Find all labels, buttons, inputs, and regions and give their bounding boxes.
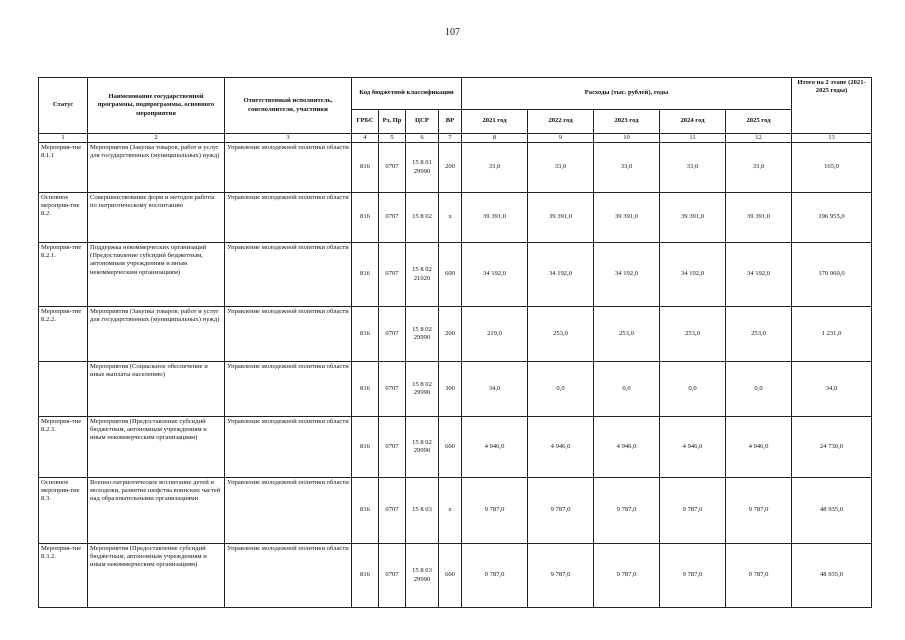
- executor-cell: Управление молодежной политики области: [225, 544, 352, 608]
- amount-2024-cell: 4 946,0: [660, 417, 726, 478]
- grbs-cell: 816: [352, 417, 379, 478]
- amount-2025-cell: 33,0: [726, 143, 792, 193]
- column-number: 5: [379, 134, 406, 143]
- amount-2024-cell: 9 787,0: [660, 544, 726, 608]
- status-cell: [39, 362, 88, 417]
- status-cell: Мероприя-тие 8.2.3.: [39, 417, 88, 478]
- page-number: 107: [445, 27, 460, 38]
- table-row: [39, 193, 872, 243]
- amount-2022-cell: 9 787,0: [528, 544, 594, 608]
- amount-2025-cell: 9 787,0: [726, 478, 792, 544]
- amount-2021-cell: 33,0: [462, 143, 528, 193]
- vr-cell: 200: [439, 143, 462, 193]
- vr-cell: х: [439, 478, 462, 544]
- executor-cell: Управление молодежной политики области: [225, 193, 352, 243]
- name-cell: Мероприятия (Предоставление субсидий бюджетным, автономным учреждениям и иным некоммерческим организациям): [88, 544, 225, 608]
- amount-2025-cell: 4 946,0: [726, 417, 792, 478]
- status-cell: Мероприя-тие 8.3.2.: [39, 544, 88, 608]
- grbs-cell: 816: [352, 193, 379, 243]
- name-cell: Мероприятия (Социальное обеспечение и иные выплаты населению): [88, 362, 225, 417]
- grbs-cell: 816: [352, 307, 379, 362]
- header-status: Статус: [39, 78, 88, 134]
- column-number: 11: [660, 134, 726, 143]
- amount-2021-cell: 219,0: [462, 307, 528, 362]
- amount-2023-cell: 0,0: [594, 362, 660, 417]
- table-row: [39, 478, 872, 544]
- amount-2023-cell: 33,0: [594, 143, 660, 193]
- amount-2025-cell: 34 192,0: [726, 243, 792, 307]
- column-number: 9: [528, 134, 594, 143]
- total-cell: 165,0: [792, 143, 872, 193]
- amount-2022-cell: 0,0: [528, 362, 594, 417]
- amount-2023-cell: 34 192,0: [594, 243, 660, 307]
- total-cell: 170 960,0: [792, 243, 872, 307]
- header-2022: 2022 год: [528, 110, 594, 134]
- header-2024: 2024 год: [660, 110, 726, 134]
- total-cell: 48 935,0: [792, 478, 872, 544]
- executor-cell: Управление молодежной политики области: [225, 478, 352, 544]
- column-number: 13: [792, 134, 872, 143]
- header-executor: Ответственный исполнитель, соисполнители, участники: [225, 78, 352, 134]
- header-2021: 2021 год: [462, 110, 528, 134]
- grbs-cell: 816: [352, 143, 379, 193]
- budget-table: [38, 77, 872, 608]
- executor-cell: Управление молодежной политики области: [225, 307, 352, 362]
- header-rzpr: Рз, Пр: [379, 110, 406, 134]
- amount-2022-cell: 253,0: [528, 307, 594, 362]
- amount-2023-cell: 39 391,0: [594, 193, 660, 243]
- executor-cell: Управление молодежной политики области: [225, 417, 352, 478]
- csr-cell: 15 8 03: [406, 478, 439, 544]
- header-total: Итого на 2 этапе (2021-2025 годы): [792, 78, 872, 134]
- rzpr-cell: 0707: [379, 243, 406, 307]
- column-number: 8: [462, 134, 528, 143]
- status-cell: Мероприя-тие 8.2.2.: [39, 307, 88, 362]
- header-csr: ЦСР: [406, 110, 439, 134]
- executor-cell: Управление молодежной политики области: [225, 143, 352, 193]
- amount-2025-cell: 0,0: [726, 362, 792, 417]
- amount-2024-cell: 34 192,0: [660, 243, 726, 307]
- rzpr-cell: 0707: [379, 544, 406, 608]
- rzpr-cell: 0707: [379, 478, 406, 544]
- column-number: 4: [352, 134, 379, 143]
- total-cell: 196 955,0: [792, 193, 872, 243]
- csr-cell: 15 8 02 29990: [406, 307, 439, 362]
- amount-2022-cell: 4 946,0: [528, 417, 594, 478]
- csr-cell: 15 8 02 21020: [406, 243, 439, 307]
- table-row: [39, 544, 872, 608]
- grbs-cell: 816: [352, 243, 379, 307]
- total-cell: 34,0: [792, 362, 872, 417]
- name-cell: Совершенствование форм и методов работы по патриотическому воспитанию: [88, 193, 225, 243]
- header-name: Наименование государственной программы, подпрограммы, основного мероприятия: [88, 78, 225, 134]
- amount-2025-cell: 9 787,0: [726, 544, 792, 608]
- status-cell: Основное мероприя-тие 8.3.: [39, 478, 88, 544]
- amount-2023-cell: 9 787,0: [594, 544, 660, 608]
- amount-2025-cell: 39 391,0: [726, 193, 792, 243]
- rzpr-cell: 0707: [379, 193, 406, 243]
- amount-2024-cell: 253,0: [660, 307, 726, 362]
- header-2023: 2023 год: [594, 110, 660, 134]
- total-cell: 48 935,0: [792, 544, 872, 608]
- table-row: [39, 307, 872, 362]
- rzpr-cell: 0707: [379, 143, 406, 193]
- amount-2021-cell: 9 787,0: [462, 544, 528, 608]
- name-cell: Военно-патриотическое воспитание детей и молодежи, развитие шефства воинских частей над образовательными организациями: [88, 478, 225, 544]
- name-cell: Мероприятия (Закупка товаров, работ и услуг для государственных (муниципальных) нужд): [88, 307, 225, 362]
- column-number: 6: [406, 134, 439, 143]
- amount-2022-cell: 34 192,0: [528, 243, 594, 307]
- amount-2021-cell: 34 192,0: [462, 243, 528, 307]
- table-row: [39, 362, 872, 417]
- amount-2023-cell: 4 946,0: [594, 417, 660, 478]
- header-grbs: ГРБС: [352, 110, 379, 134]
- vr-cell: 600: [439, 544, 462, 608]
- amount-2024-cell: 39 391,0: [660, 193, 726, 243]
- grbs-cell: 816: [352, 478, 379, 544]
- name-cell: Мероприятия (Предоставление субсидий бюджетным, автономным учреждениям и иным некоммерческим организациям): [88, 417, 225, 478]
- amount-2021-cell: 9 787,0: [462, 478, 528, 544]
- csr-cell: 15 8 02 29990: [406, 362, 439, 417]
- column-number: 10: [594, 134, 660, 143]
- table-row: [39, 143, 872, 193]
- amount-2022-cell: 39 391,0: [528, 193, 594, 243]
- amount-2021-cell: 4 946,0: [462, 417, 528, 478]
- executor-cell: Управление молодежной политики области: [225, 362, 352, 417]
- total-cell: 24 730,0: [792, 417, 872, 478]
- amount-2023-cell: 253,0: [594, 307, 660, 362]
- amount-2024-cell: 9 787,0: [660, 478, 726, 544]
- amount-2024-cell: 0,0: [660, 362, 726, 417]
- vr-cell: 200: [439, 307, 462, 362]
- grbs-cell: 816: [352, 362, 379, 417]
- status-cell: Мероприя-тие 8.2.1.: [39, 243, 88, 307]
- rzpr-cell: 0707: [379, 307, 406, 362]
- amount-2025-cell: 253,0: [726, 307, 792, 362]
- column-number: 12: [726, 134, 792, 143]
- table-row: [39, 243, 872, 307]
- header-vr: ВР: [439, 110, 462, 134]
- vr-cell: 300: [439, 362, 462, 417]
- executor-cell: Управление молодежной политики области: [225, 243, 352, 307]
- amount-2021-cell: 34,0: [462, 362, 528, 417]
- csr-cell: 15 8 03 29990: [406, 544, 439, 608]
- amount-2024-cell: 33,0: [660, 143, 726, 193]
- column-number: 2: [88, 134, 225, 143]
- amount-2022-cell: 33,0: [528, 143, 594, 193]
- amount-2022-cell: 9 787,0: [528, 478, 594, 544]
- csr-cell: 15 8 01 29990: [406, 143, 439, 193]
- header-2025: 2025 год: [726, 110, 792, 134]
- rzpr-cell: 0707: [379, 362, 406, 417]
- csr-cell: 15 8 02: [406, 193, 439, 243]
- vr-cell: 600: [439, 417, 462, 478]
- header-expenses: Расходы (тыс. рублей), годы: [462, 78, 792, 110]
- rzpr-cell: 0707: [379, 417, 406, 478]
- vr-cell: х: [439, 193, 462, 243]
- column-number: 3: [225, 134, 352, 143]
- grbs-cell: 816: [352, 544, 379, 608]
- amount-2023-cell: 9 787,0: [594, 478, 660, 544]
- csr-cell: 15 8 02 29990: [406, 417, 439, 478]
- table-row: [39, 417, 872, 478]
- amount-2021-cell: 39 391,0: [462, 193, 528, 243]
- status-cell: Основное мероприя-тие 8.2.: [39, 193, 88, 243]
- header-budget-code: Код бюджетной классификации: [352, 78, 462, 110]
- vr-cell: 600: [439, 243, 462, 307]
- header-row: [39, 78, 872, 110]
- status-cell: Мероприя-тие 8.1.1: [39, 143, 88, 193]
- column-number: 7: [439, 134, 462, 143]
- name-cell: Поддержка некоммерческих организаций (Предоставление субсидий бюджетным, автономным учреждениям и иным некоммерческим организациям): [88, 243, 225, 307]
- name-cell: Мероприятия (Закупка товаров, работ и услуг для государственных (муниципальных) нужд): [88, 143, 225, 193]
- column-number-row: [39, 134, 872, 143]
- column-number: 1: [39, 134, 88, 143]
- total-cell: 1 231,0: [792, 307, 872, 362]
